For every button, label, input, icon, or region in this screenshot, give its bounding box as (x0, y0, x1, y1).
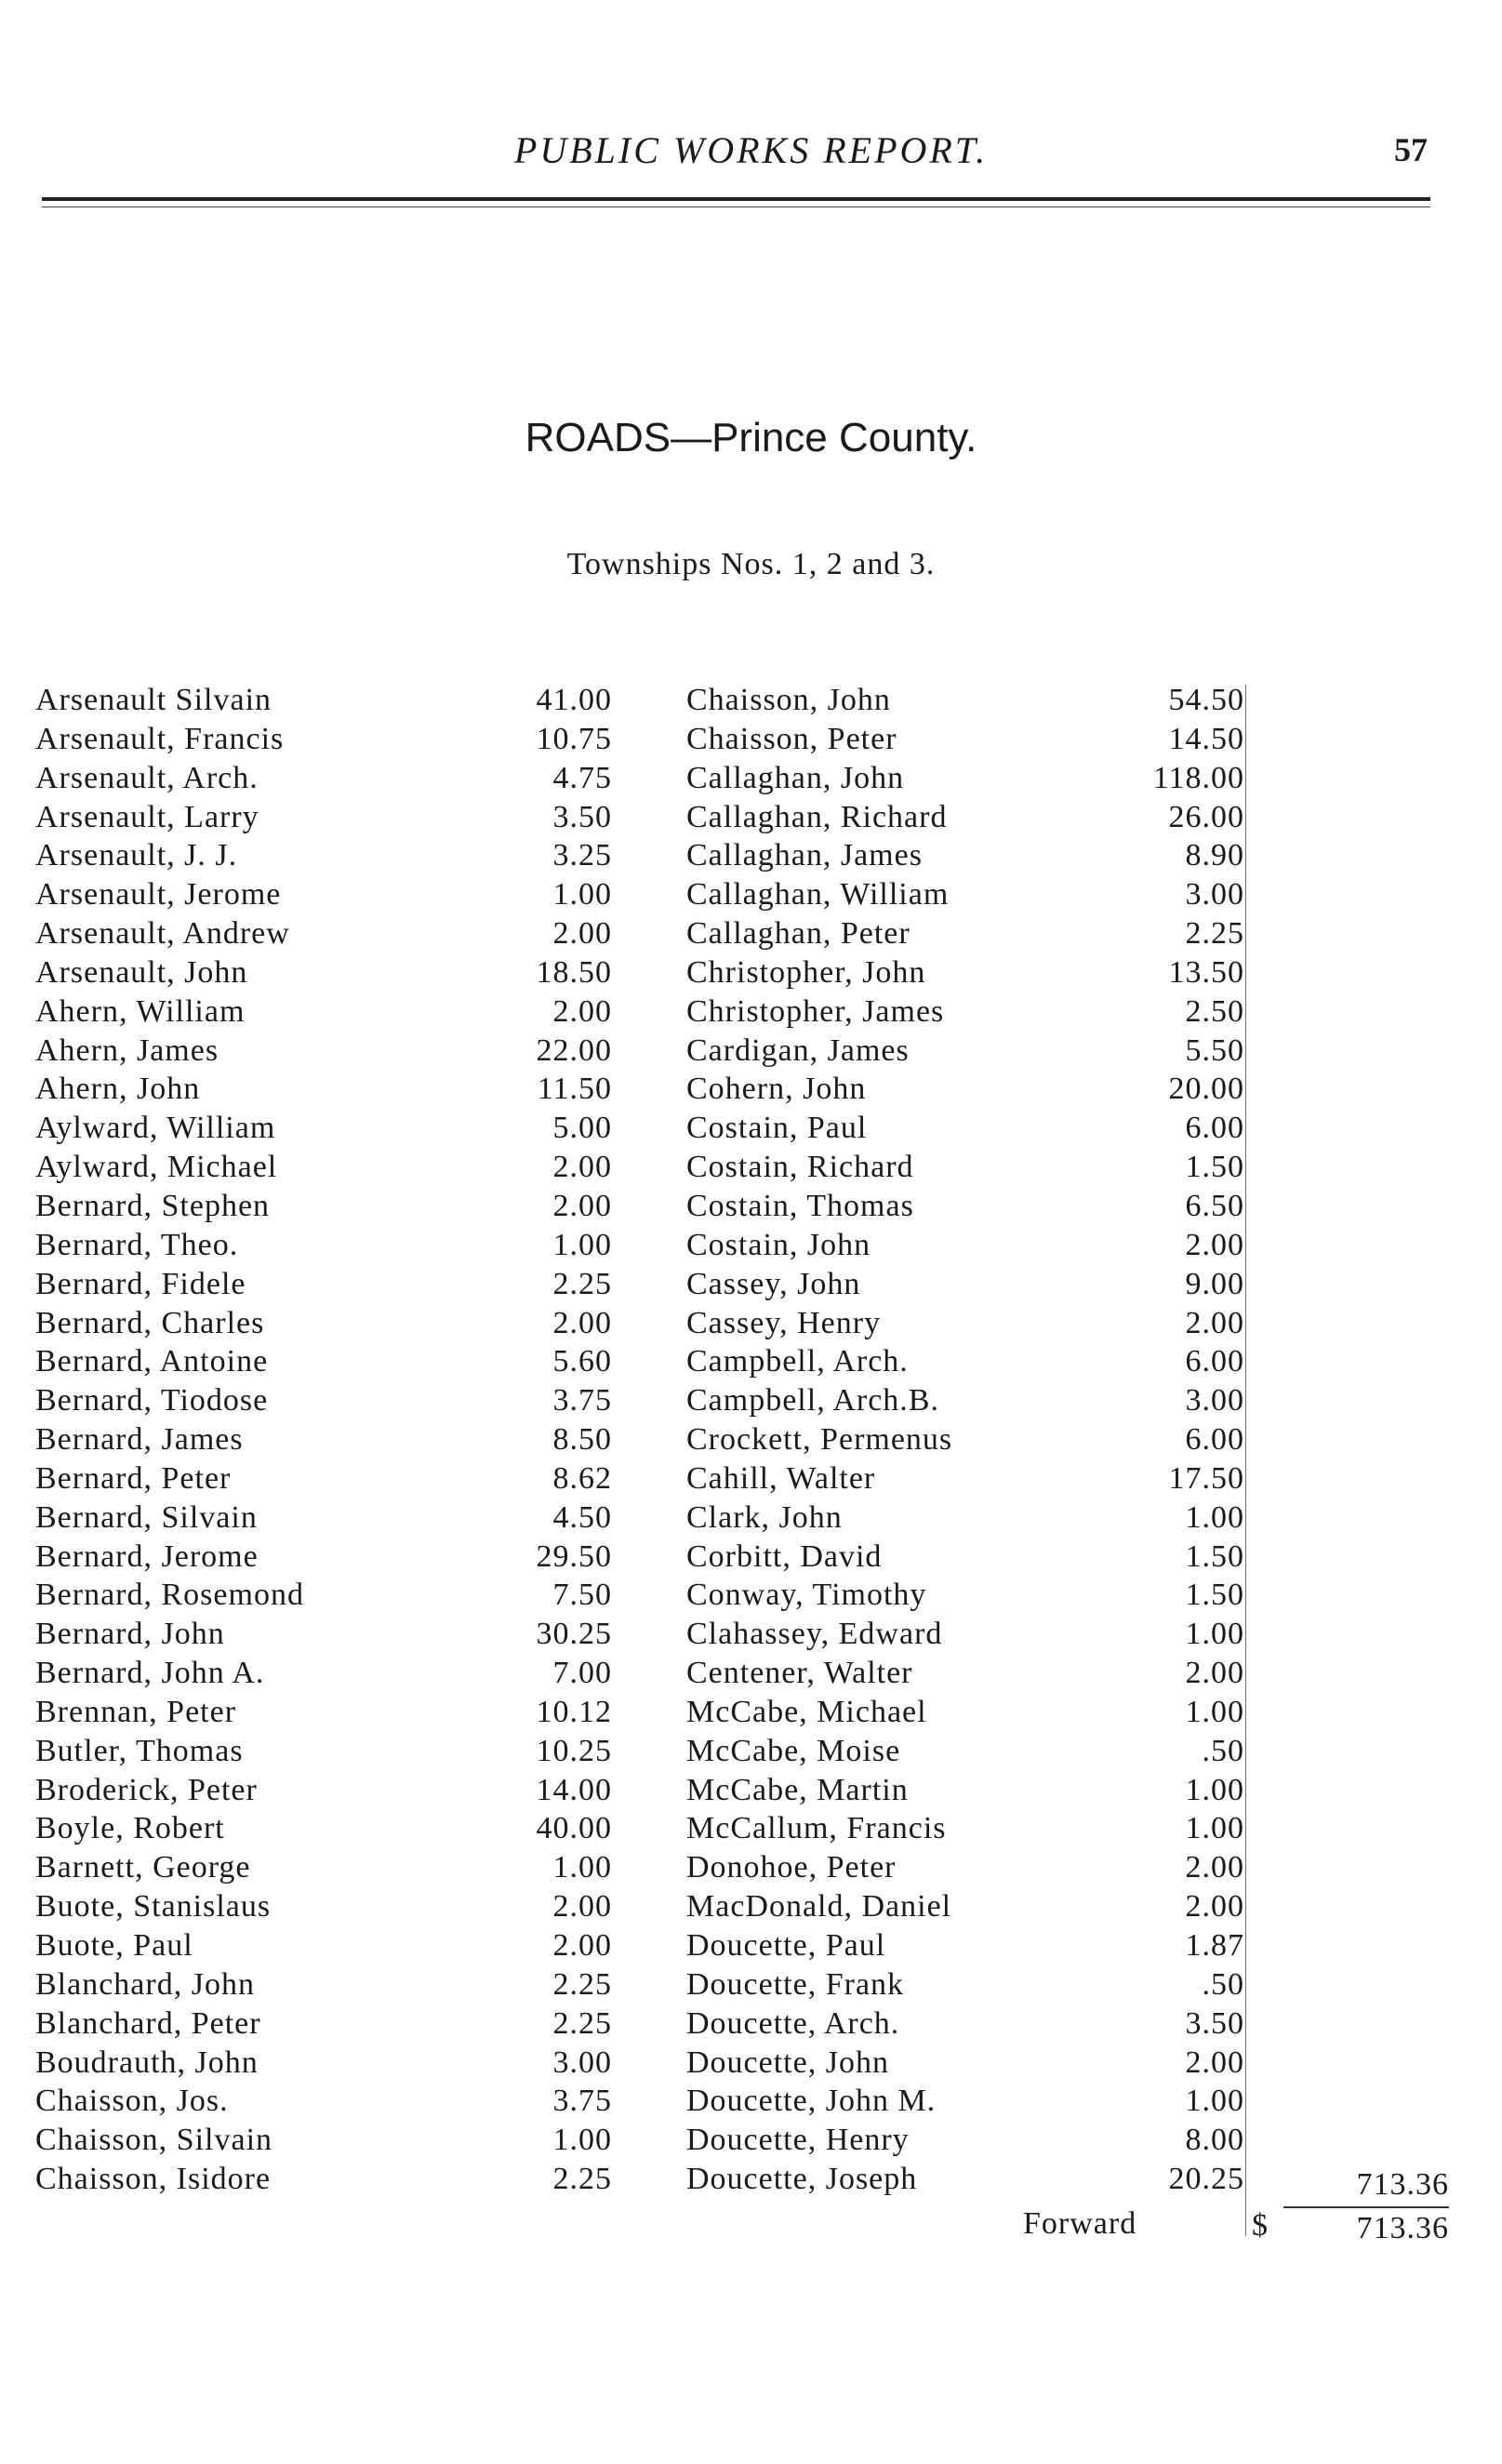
payment-amount: 7.50 (552, 1578, 612, 1613)
payment-amount: .50 (1202, 1966, 1244, 2002)
payment-amount: 1.00 (1185, 1772, 1244, 1807)
ledger-row (35, 1070, 612, 1109)
payee-name: Arsenault, Francis (35, 721, 285, 756)
payment-amount: 2.25 (552, 1966, 612, 2002)
ledger-row (35, 720, 612, 759)
payee-name: Boyle, Robert (35, 1811, 225, 1846)
ledger-row (686, 798, 1244, 837)
payment-amount: 1.00 (552, 1227, 612, 1262)
payment-amount: 6.00 (1185, 1111, 1244, 1146)
payment-amount: 2.00 (552, 1928, 612, 1963)
ledger-row (686, 992, 1244, 1032)
payment-amount: 22.00 (536, 1032, 612, 1068)
ledger-row (686, 1615, 1244, 1654)
payee-name: Donohoe, Peter (686, 1850, 897, 1885)
ledger-row (686, 1420, 1244, 1459)
payee-name: Christopher, John (686, 954, 926, 990)
payment-amount: 1.50 (1185, 1578, 1244, 1613)
payment-amount: 26.00 (1168, 799, 1244, 834)
ledger-row (686, 1459, 1244, 1498)
payment-amount: 4.75 (552, 760, 612, 795)
payee-name: Arsenault, John (35, 954, 248, 990)
payee-name: MacDonald, Daniel (686, 1889, 952, 1925)
payee-name: Costain, Richard (686, 1150, 914, 1185)
ledger-row (35, 2044, 612, 2083)
payment-amount: 10.25 (536, 1733, 612, 1768)
payment-amount: 2.25 (1185, 916, 1244, 952)
payee-name: Centener, Walter (686, 1656, 913, 1691)
ledger-row (35, 1265, 612, 1304)
payment-amount: 1.00 (1185, 2084, 1244, 2119)
payee-name: Buote, Paul (35, 1928, 193, 1963)
ledger-row (686, 1965, 1244, 2004)
ledger-row (686, 2004, 1244, 2044)
ledger-row (686, 1148, 1244, 1187)
forward-label: Forward (1023, 2206, 1137, 2241)
payee-name: Callaghan, James (686, 838, 923, 873)
payee-name: Bernard, Antoine (35, 1344, 269, 1379)
payment-amount: 8.00 (1185, 2123, 1244, 2158)
ledger-row (35, 1965, 612, 2004)
payment-amount: 2.00 (552, 993, 612, 1029)
payment-amount: 5.00 (552, 1111, 612, 1146)
ledger-row (686, 681, 1244, 720)
column-total: 713.36 (1356, 2167, 1449, 2202)
ledger-row (686, 1693, 1244, 1732)
payment-amount: 11.50 (537, 1072, 612, 1107)
payee-name: Arsenault, Jerome (35, 877, 282, 912)
ledger-row (686, 1732, 1244, 1771)
payee-name: Chaisson, Jos. (35, 2084, 229, 2119)
ledger-row (686, 1926, 1244, 1965)
payee-name: Ahern, William (35, 993, 246, 1029)
payment-amount: 10.12 (536, 1694, 612, 1729)
ledger-row (35, 759, 612, 798)
payee-name: Clark, John (686, 1499, 843, 1535)
ledger-row (686, 1187, 1244, 1226)
payment-amount: 5.60 (552, 1344, 612, 1379)
ledger-row (35, 1187, 612, 1226)
ledger-row (35, 1304, 612, 1343)
payee-name: Chaisson, Silvain (35, 2123, 273, 2158)
payee-name: Costain, Thomas (686, 1188, 914, 1223)
payment-amount: 3.00 (1185, 1383, 1244, 1418)
ledger-row (686, 759, 1244, 798)
ledger-row (35, 914, 612, 953)
ledger-row (686, 953, 1244, 992)
ledger-row (35, 2082, 612, 2121)
payment-amount: 7.00 (552, 1656, 612, 1691)
payment-amount: 2.00 (1185, 1889, 1244, 1925)
payee-name: Bernard, Silvain (35, 1499, 258, 1535)
payment-amount: 2.00 (1185, 1227, 1244, 1262)
payee-name: Chaisson, Isidore (35, 2162, 272, 2197)
payee-name: Doucette, Henry (686, 2123, 910, 2158)
ledger-row (686, 1304, 1244, 1343)
payee-name: Corbitt, David (686, 1538, 883, 1574)
payment-amount: 20.25 (1168, 2162, 1244, 2197)
payee-name: Aylward, William (35, 1111, 276, 1146)
section-title: ROADS—Prince County. (525, 415, 977, 460)
ledger-row (35, 1109, 612, 1148)
payee-name: Arsenault, Arch. (35, 760, 259, 795)
total-underline (1283, 2206, 1449, 2208)
payment-amount: 2.00 (1185, 2044, 1244, 2080)
payee-name: Cahill, Walter (686, 1460, 876, 1496)
ledger-row (35, 1032, 612, 1071)
payment-amount: 13.50 (1168, 954, 1244, 990)
ledger-row (686, 1381, 1244, 1420)
payee-name: Butler, Thomas (35, 1733, 244, 1768)
ledger-row (35, 2160, 612, 2199)
payee-name: Barnett, George (35, 1850, 251, 1885)
payment-amount: 3.00 (552, 2044, 612, 2080)
payment-amount: 4.50 (552, 1499, 612, 1535)
payee-name: Bernard, John A. (35, 1656, 265, 1691)
payee-name: Doucette, Paul (686, 1928, 886, 1963)
payment-amount: 3.00 (1185, 877, 1244, 912)
payment-amount: 1.00 (1185, 1811, 1244, 1846)
left-ledger-column (35, 681, 612, 2199)
ledger-row (686, 1498, 1244, 1538)
payment-amount: 6.00 (1185, 1422, 1244, 1458)
ledger-row (35, 1342, 612, 1381)
payee-name: Bernard, James (35, 1422, 244, 1458)
payee-name: Bernard, John (35, 1617, 225, 1652)
payment-amount: 29.50 (536, 1538, 612, 1574)
payee-name: Callaghan, John (686, 760, 905, 795)
payee-name: McCabe, Martin (686, 1772, 909, 1807)
payment-amount: 1.00 (552, 1850, 612, 1885)
payment-amount: 2.25 (552, 1266, 612, 1301)
payment-amount: 1.87 (1185, 1928, 1244, 1963)
ledger-row (686, 2121, 1244, 2160)
ledger-row (35, 1693, 612, 1732)
ledger-row (35, 1654, 612, 1693)
payment-amount: .50 (1202, 1733, 1244, 1768)
ledger-row (686, 1654, 1244, 1693)
payment-amount: 2.00 (552, 916, 612, 952)
ledger-row (686, 1848, 1244, 1887)
payee-name: Bernard, Charles (35, 1305, 265, 1340)
ledger-row (686, 1576, 1244, 1615)
ledger-row (686, 875, 1244, 914)
payee-name: Arsenault, Larry (35, 799, 259, 834)
payment-amount: 3.50 (1185, 2005, 1244, 2041)
payment-amount: 8.62 (552, 1460, 612, 1496)
right-ledger-column (686, 681, 1244, 2199)
ledger-row (35, 1732, 612, 1771)
ledger-row (35, 1538, 612, 1577)
ledger-row (686, 836, 1244, 875)
ledger-row (35, 1615, 612, 1654)
payee-name: Brennan, Peter (35, 1694, 237, 1729)
payment-amount: 14.50 (1168, 721, 1244, 756)
payee-name: Doucette, John (686, 2044, 889, 2080)
ledger-row (686, 1226, 1244, 1265)
ledger-row (35, 1148, 612, 1187)
payment-amount: 8.50 (552, 1422, 612, 1458)
ledger-row (35, 992, 612, 1032)
payment-amount: 10.75 (536, 721, 612, 756)
payee-name: Clahassey, Edward (686, 1617, 943, 1652)
payment-amount: 3.25 (552, 838, 612, 873)
payment-amount: 6.50 (1185, 1188, 1244, 1223)
ledger-row (686, 2082, 1244, 2121)
payment-amount: 20.00 (1168, 1072, 1244, 1107)
ledger-row (686, 1070, 1244, 1109)
payment-amount: 1.50 (1185, 1150, 1244, 1185)
payment-amount: 41.00 (536, 683, 612, 717)
ledger-row (686, 1265, 1244, 1304)
ledger-row (35, 681, 612, 720)
payee-name: Broderick, Peter (35, 1772, 258, 1807)
payee-name: Cardigan, James (686, 1032, 910, 1068)
ledger-row (35, 1420, 612, 1459)
payee-name: Bernard, Stephen (35, 1188, 271, 1223)
payee-name: Arsenault, Andrew (35, 916, 290, 952)
payee-name: Ahern, John (35, 1072, 201, 1107)
payment-amount: 18.50 (536, 954, 612, 990)
payee-name: McCabe, Michael (686, 1694, 927, 1729)
payment-amount: 2.25 (552, 2162, 612, 2197)
payee-name: Bernard, Peter (35, 1460, 232, 1496)
forward-amount: 713.36 (1356, 2211, 1449, 2245)
payee-name: Doucette, Joseph (686, 2162, 918, 2197)
ledger-row (35, 1771, 612, 1810)
payee-name: Cassey, Henry (686, 1305, 882, 1340)
payee-name: Doucette, Arch. (686, 2005, 900, 2041)
payment-amount: 3.50 (552, 799, 612, 834)
ledger-row (686, 2044, 1244, 2083)
ledger-row (686, 720, 1244, 759)
payee-name: Aylward, Michael (35, 1150, 278, 1185)
payee-name: Costain, John (686, 1227, 871, 1262)
page-number: 57 (1394, 131, 1428, 168)
payment-amount: 118.00 (1152, 760, 1244, 795)
payee-name: Bernard, Theo. (35, 1227, 239, 1262)
payee-name: Callaghan, Peter (686, 916, 911, 952)
ledger-row (35, 1226, 612, 1265)
payment-amount: 1.00 (1185, 1694, 1244, 1729)
payee-name: Chaisson, John (686, 683, 891, 717)
ledger-row (686, 1771, 1244, 1810)
payment-amount: 3.75 (552, 1383, 612, 1418)
ledger-row (686, 1887, 1244, 1926)
ledger-row (35, 1887, 612, 1926)
section-subtitle: Townships Nos. 1, 2 and 3. (566, 547, 936, 581)
ledger-row (35, 798, 612, 837)
payee-name: Cassey, John (686, 1266, 861, 1301)
payment-amount: 1.00 (552, 877, 612, 912)
payee-name: Costain, Paul (686, 1111, 868, 1146)
ledger-row (35, 1809, 612, 1848)
ledger-row (35, 1381, 612, 1420)
payee-name: Boudrauth, John (35, 2044, 259, 2080)
ledger-row (35, 953, 612, 992)
payee-name: Bernard, Tiodose (35, 1383, 269, 1418)
payee-name: Bernard, Jerome (35, 1538, 259, 1574)
amount-column-rule (1245, 685, 1246, 2236)
payee-name: McCallum, Francis (686, 1811, 947, 1846)
payment-amount: 1.00 (1185, 1617, 1244, 1652)
payment-amount: 17.50 (1168, 1460, 1244, 1496)
payee-name: Blanchard, John (35, 1966, 255, 2002)
payee-name: Doucette, John M. (686, 2084, 937, 2119)
payment-amount: 2.00 (552, 1305, 612, 1340)
payee-name: Callaghan, William (686, 877, 950, 912)
ledger-row (35, 1848, 612, 1887)
payment-amount: 30.25 (536, 1617, 612, 1652)
payment-amount: 54.50 (1168, 683, 1244, 717)
ledger-row (35, 1498, 612, 1538)
payment-amount: 40.00 (536, 1811, 612, 1846)
payment-amount: 2.00 (552, 1150, 612, 1185)
currency-symbol: $ (1252, 2208, 1268, 2243)
payee-name: Blanchard, Peter (35, 2005, 261, 2041)
ledger-row (35, 2004, 612, 2044)
payment-amount: 14.00 (536, 1772, 612, 1807)
payment-amount: 2.00 (552, 1889, 612, 1925)
ledger-row (686, 1809, 1244, 1848)
ledger-row (686, 2160, 1244, 2199)
ledger-row (686, 1032, 1244, 1071)
payment-amount: 2.50 (1185, 993, 1244, 1029)
ledger-row (35, 1459, 612, 1498)
payee-name: Cohern, John (686, 1072, 867, 1107)
payment-amount: 3.75 (552, 2084, 612, 2119)
payee-name: McCabe, Moise (686, 1733, 901, 1768)
payment-amount: 1.00 (1185, 1499, 1244, 1535)
payee-name: Campbell, Arch. (686, 1344, 909, 1379)
ledger-row (35, 2121, 612, 2160)
ledger-row (686, 914, 1244, 953)
ledger-row (35, 1576, 612, 1615)
payee-name: Ahern, James (35, 1032, 219, 1068)
payee-name: Campbell, Arch.B. (686, 1383, 939, 1418)
payee-name: Crockett, Permenus (686, 1422, 953, 1458)
payment-amount: 9.00 (1185, 1266, 1244, 1301)
ledger-row (35, 875, 612, 914)
header-rule-thick (42, 197, 1430, 201)
payment-amount: 1.50 (1185, 1538, 1244, 1574)
payee-name: Arsenault Silvain (35, 683, 272, 717)
ledger-row (686, 1538, 1244, 1577)
payee-name: Christopher, James (686, 993, 945, 1029)
ledger-row (35, 836, 612, 875)
payment-amount: 2.00 (1185, 1850, 1244, 1885)
payment-amount: 8.90 (1185, 838, 1244, 873)
payment-amount: 2.25 (552, 2005, 612, 2041)
payee-name: Callaghan, Richard (686, 799, 948, 834)
payee-name: Conway, Timothy (686, 1578, 927, 1613)
ledger-row (686, 1109, 1244, 1148)
running-title: PUBLIC WORKS REPORT. (513, 129, 989, 171)
ledger-row (35, 1926, 612, 1965)
payment-amount: 1.00 (552, 2123, 612, 2158)
payment-amount: 2.00 (552, 1188, 612, 1223)
payee-name: Buote, Stanislaus (35, 1889, 272, 1925)
payment-amount: 2.00 (1185, 1656, 1244, 1691)
payee-name: Arsenault, J. J. (35, 838, 238, 873)
payment-amount: 5.50 (1185, 1032, 1244, 1068)
payment-amount: 2.00 (1185, 1305, 1244, 1340)
ledger-row (686, 1342, 1244, 1381)
payee-name: Bernard, Fidele (35, 1266, 246, 1301)
header-rule-thin (42, 206, 1430, 207)
payment-amount: 6.00 (1185, 1344, 1244, 1379)
payee-name: Doucette, Frank (686, 1966, 905, 2002)
payee-name: Bernard, Rosemond (35, 1578, 304, 1613)
payee-name: Chaisson, Peter (686, 721, 897, 756)
